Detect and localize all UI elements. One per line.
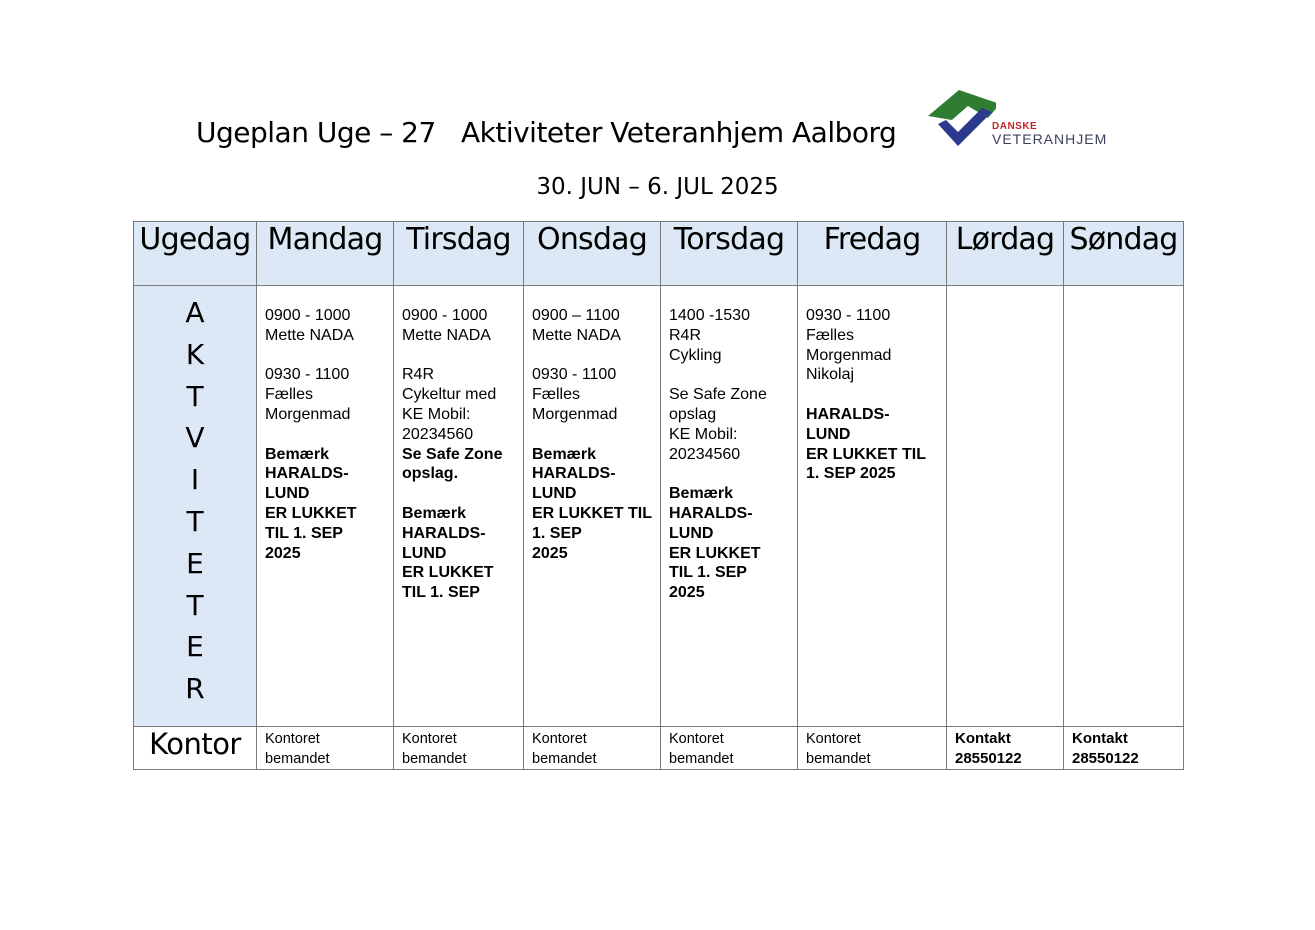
side-label-letter: T bbox=[186, 504, 204, 538]
veteranhjem-logo-icon bbox=[926, 90, 996, 148]
activity-entry: 0930 - 1100 Fælles Morgenmad Nikolaj bbox=[806, 307, 892, 384]
activity-entry: 0900 - 1000 Mette NADA 0930 - 1100 Fælles Morgenmad bbox=[265, 307, 354, 423]
activity-cell-lordag bbox=[947, 286, 1064, 727]
header-row bbox=[134, 222, 1184, 286]
logo-text-veteranhjem: VETERANHJEM bbox=[992, 131, 1108, 147]
activity-cell-mandag bbox=[257, 286, 394, 727]
kontor-cell-lordag: Kontakt 28550122 bbox=[947, 727, 1064, 770]
activity-entry: 1400 -1530 R4R Cykling Se Safe Zone opslag KE Mobil: 20234560 bbox=[669, 307, 767, 463]
danske-veteranhjem-logo bbox=[926, 90, 1126, 150]
side-label-letter: E bbox=[186, 546, 204, 580]
activity-note: Bemærk HARALDS- LUND ER LUKKET TIL 1. SEP 2025 bbox=[265, 445, 357, 562]
day-header-sondag: Søndag bbox=[1064, 222, 1184, 286]
activity-note: ER LUKKET TIL 1. SEP bbox=[532, 504, 652, 542]
side-label-letter: K bbox=[185, 337, 205, 371]
vertical-label bbox=[134, 286, 256, 710]
activities-row-header bbox=[134, 286, 257, 727]
kontor-cell-fredag: Kontoret bemandet bbox=[798, 727, 947, 770]
day-header-torsdag: Torsdag bbox=[661, 222, 798, 286]
side-label-letter: I bbox=[190, 463, 200, 497]
activity-cell-tirsdag bbox=[394, 286, 524, 727]
activity-cell-sondag bbox=[1064, 286, 1184, 727]
kontor-row-header: Kontor bbox=[134, 727, 257, 770]
logo-text-danske: DANSKE bbox=[992, 121, 1038, 132]
activity-note: Bemærk HARALDS- LUND bbox=[532, 445, 616, 503]
activity-entry: 0900 - 1000 Mette NADA R4R Cykeltur med KE Mobil: 20234560 bbox=[402, 307, 497, 443]
activity-note: Bemærk HARALDS- LUND ER LUKKET TIL 1. SEP 2025 bbox=[669, 485, 761, 602]
kontor-cell-tirsdag: Kontoret bemandet bbox=[394, 727, 524, 770]
page-title: Ugeplan Uge – 27 Aktiviteter Veteranhjem Aalborg bbox=[196, 116, 897, 149]
kontor-cell-sondag: Kontakt 28550122 bbox=[1064, 727, 1184, 770]
activity-note: 2025 bbox=[532, 544, 568, 562]
activity-cell-fredag bbox=[798, 286, 947, 727]
kontor-cell-torsdag: Kontoret bemandet bbox=[661, 727, 798, 770]
date-range: 30. JUN – 6. JUL 2025 bbox=[536, 174, 779, 200]
corner-header: Ugedag bbox=[134, 222, 257, 286]
day-header-onsdag: Onsdag bbox=[524, 222, 661, 286]
weekly-schedule-table bbox=[133, 221, 1184, 770]
kontor-cell-onsdag: Kontoret bemandet bbox=[524, 727, 661, 770]
activity-note: Se Safe Zone opslag. Bemærk HARALDS- LUND ER LUKKET TIL 1. SEP bbox=[402, 445, 503, 602]
activities-row bbox=[134, 286, 1184, 727]
day-header-lordag: Lørdag bbox=[947, 222, 1064, 286]
activity-note: HARALDS- LUND ER LUKKET TIL 1. SEP 2025 bbox=[806, 405, 926, 483]
kontor-row bbox=[134, 727, 1184, 770]
side-label-letter: T bbox=[186, 379, 204, 413]
side-label-letter: A bbox=[185, 296, 205, 329]
day-header-fredag: Fredag bbox=[798, 222, 947, 286]
side-label-letter: V bbox=[185, 421, 205, 455]
activity-cell-onsdag bbox=[524, 286, 661, 727]
kontor-cell-mandag: Kontoret bemandet bbox=[257, 727, 394, 770]
day-header-tirsdag: Tirsdag bbox=[394, 222, 524, 286]
side-label-letter: E bbox=[186, 630, 204, 664]
day-header-mandag: Mandag bbox=[257, 222, 394, 286]
activity-entry: 0900 – 1100 Mette NADA 0930 - 1100 Fælles Morgenmad bbox=[532, 307, 621, 423]
side-label-letter: R bbox=[185, 672, 205, 706]
side-label-letter: T bbox=[186, 588, 204, 622]
activity-cell-torsdag bbox=[661, 286, 798, 727]
